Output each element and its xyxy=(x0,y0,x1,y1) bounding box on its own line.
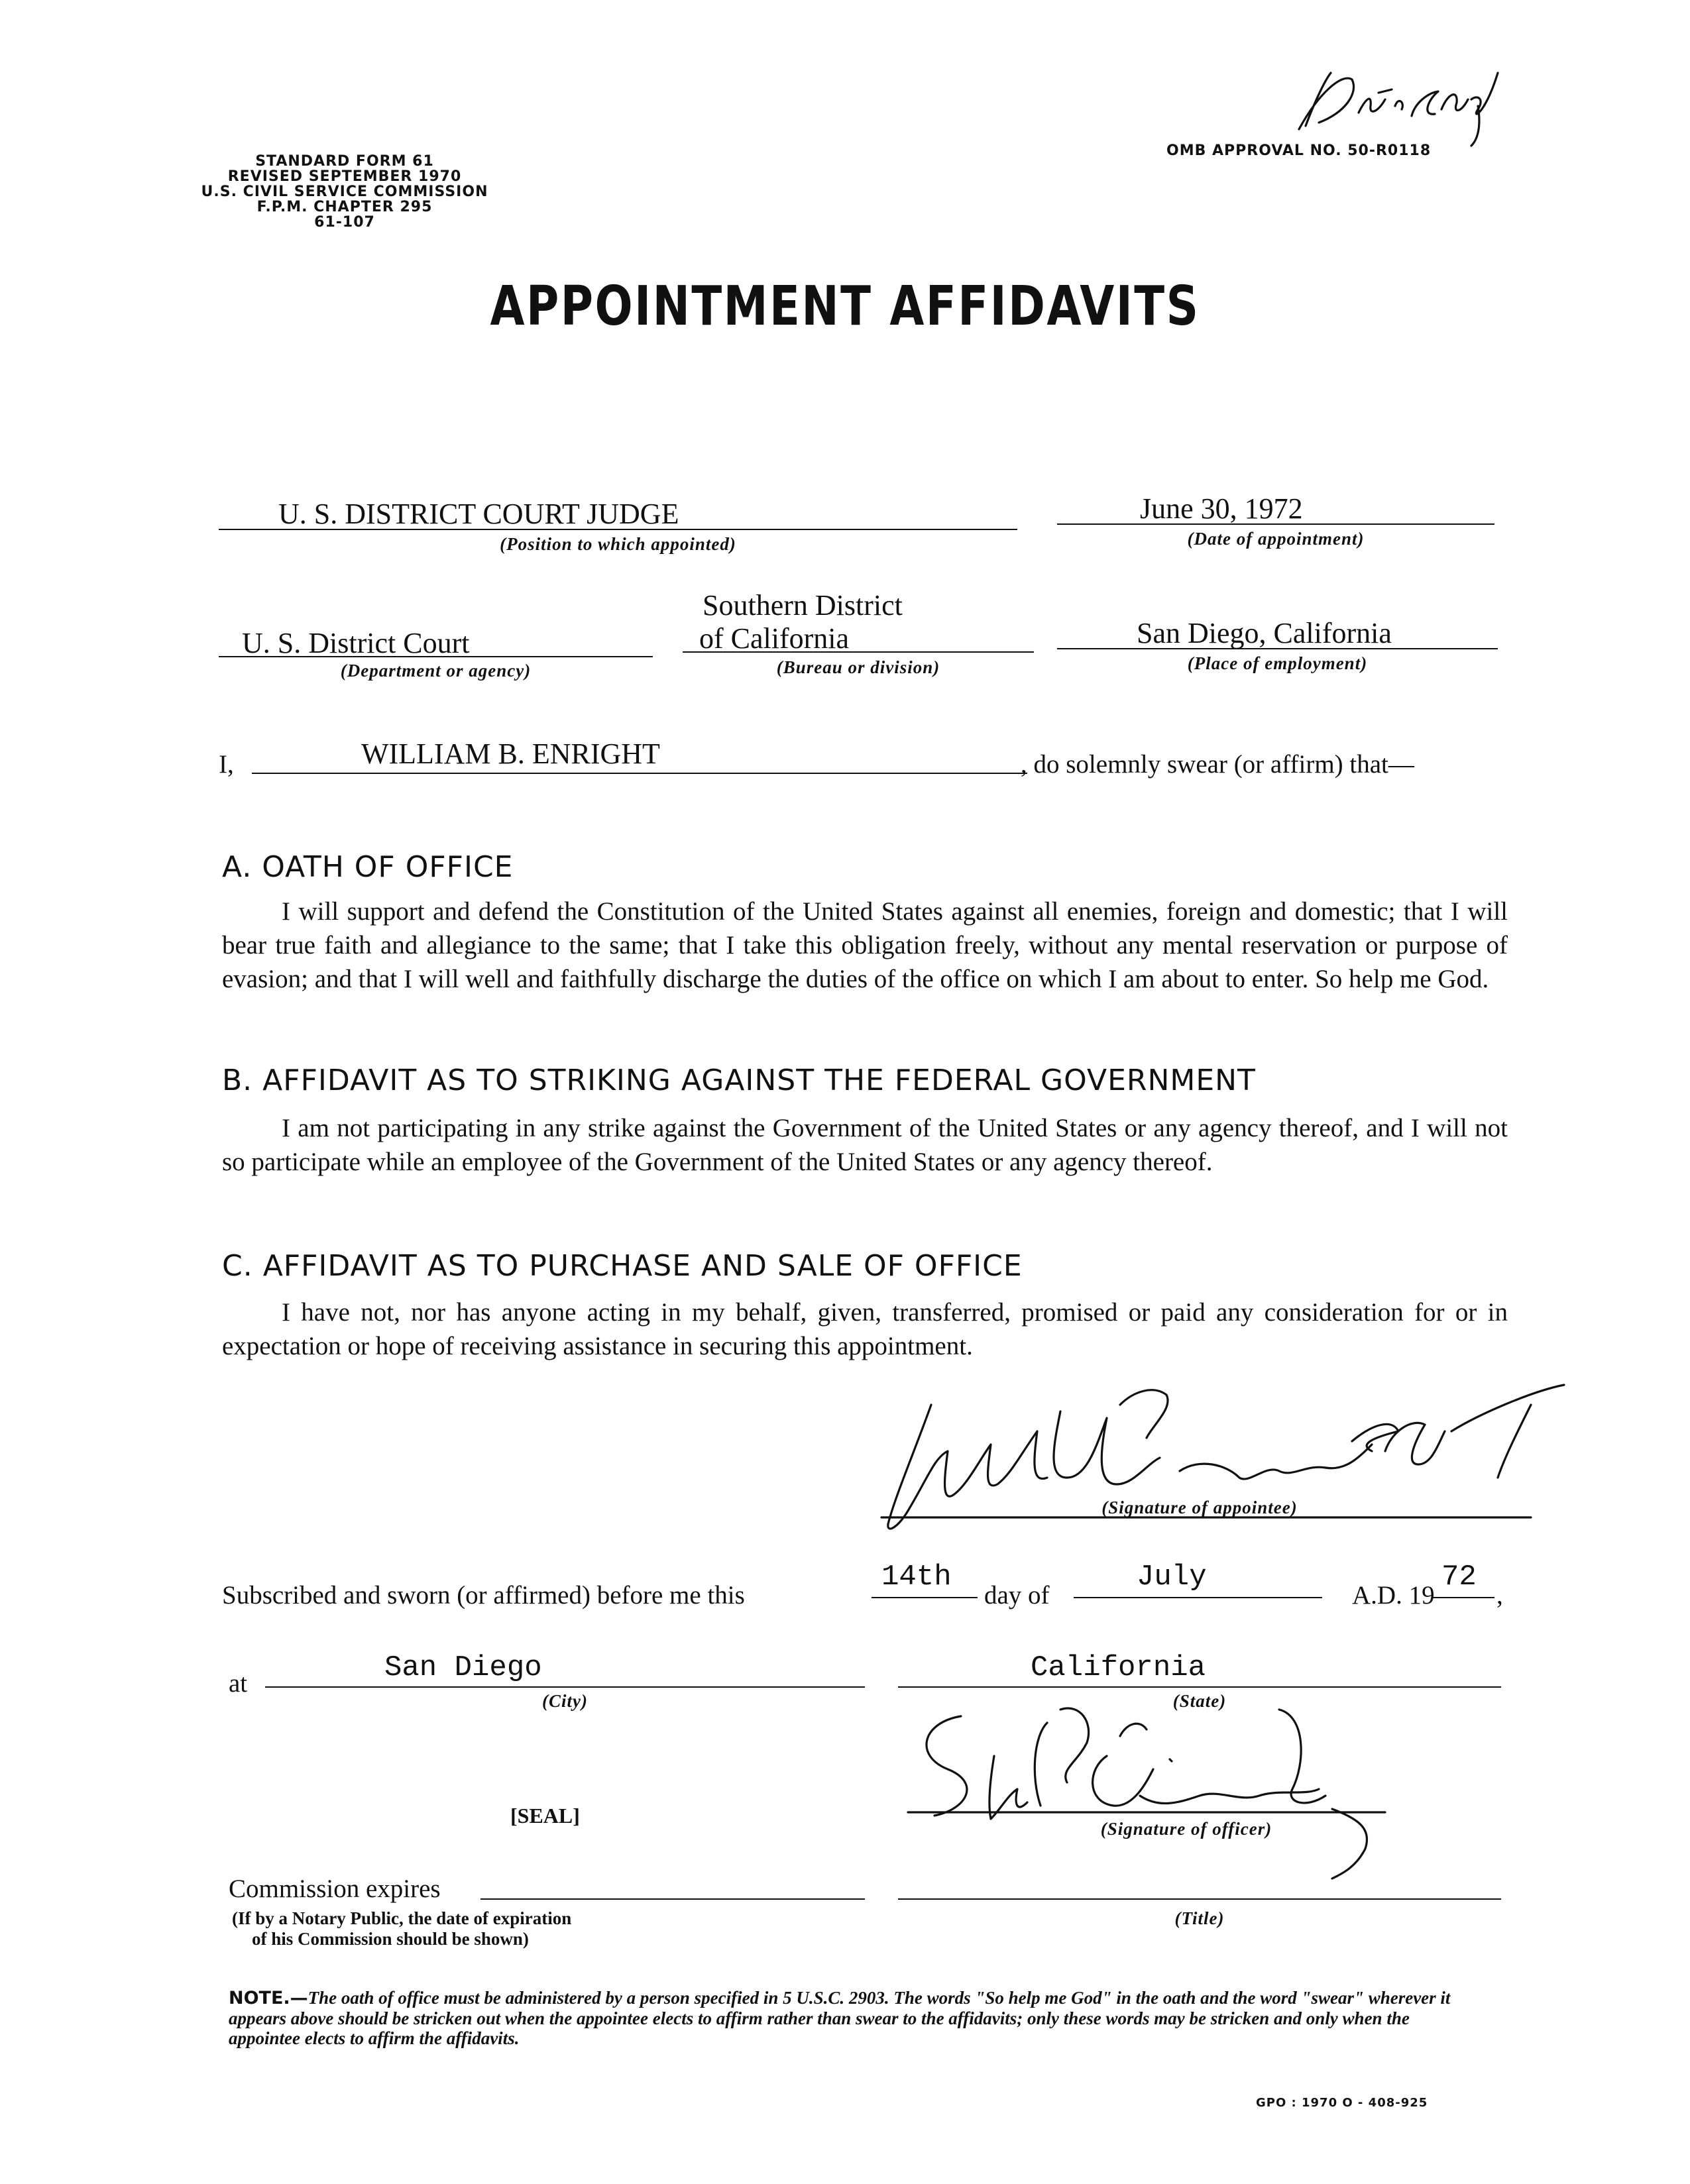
position-caption: (Position to which appointed) xyxy=(500,534,736,554)
subscribed-day-of: day of xyxy=(984,1581,1050,1610)
subscribed-month: July xyxy=(1137,1560,1207,1594)
officer-title-line xyxy=(898,1898,1501,1900)
date-value: June 30, 1972 xyxy=(1140,492,1303,525)
handwritten-copy-note xyxy=(1279,53,1524,152)
swear-suffix: , do solemnly swear (or affirm) that— xyxy=(1021,750,1414,779)
city-line xyxy=(265,1686,865,1688)
month-line xyxy=(1074,1597,1322,1598)
page-title: APPOINTMENT AFFIDAVITS xyxy=(490,275,1200,338)
section-c-text: I have not, nor has anyone acting in my behalf, given, transferred, promised or paid any consideration for or in expectation or hope of receiving assistance in securing this appointment. xyxy=(222,1298,1508,1360)
commission-label: Commission expires xyxy=(229,1875,441,1903)
section-a-text: I will support and defend the Constitution of the United States against all enemies, foreign and domestic; that I will bear true faith and allegiance to the same; that I take this obligation freely, without any mental reservation or purpose of evasion; and that I will well and faithfully discharge the duties of the office on which I am about to enter. So help me God. xyxy=(222,897,1508,993)
subscribed-prefix: Subscribed and sworn (or affirmed) before me this xyxy=(222,1581,745,1610)
subscribed-ad: A.D. 19 xyxy=(1352,1581,1435,1610)
form-line: REVISED SEPTEMBER 1970 xyxy=(227,168,462,185)
commission-line xyxy=(480,1898,865,1900)
state-caption: (State) xyxy=(1172,1691,1227,1711)
day-line xyxy=(872,1597,978,1598)
commission-note-line2: of his Commission should be shown) xyxy=(252,1929,529,1949)
appointee-name: WILLIAM B. ENRIGHT xyxy=(361,737,660,770)
year-line xyxy=(1432,1597,1494,1598)
note-text: The oath of office must be administered by a person specified in 5 U.S.C. 2903. The words "So help me God" in the oath and the word "swear" wherever it appears above should be stricken out when the appointee elects to affirm rather than swear to the affidavits; only these words may be stricken and only when the appointee elects to affirm the affidavits. xyxy=(229,1988,1451,2048)
form-line: STANDARD FORM 61 xyxy=(255,153,434,170)
seal-label: [SEAL] xyxy=(510,1804,580,1828)
state-value: California xyxy=(1031,1651,1206,1684)
state-line xyxy=(898,1686,1501,1688)
section-b-heading: B. AFFIDAVIT AS TO STRIKING AGAINST THE FEDERAL GOVERNMENT xyxy=(222,1064,1256,1097)
oath-note xyxy=(229,1988,1455,2048)
form-line: 61-107 xyxy=(314,214,375,231)
omb-approval: OMB APPROVAL NO. 50-R0118 xyxy=(1166,142,1432,159)
subscribed-day: 14th xyxy=(881,1560,952,1594)
bureau-caption: (Bureau or division) xyxy=(776,657,940,677)
subscribed-year: 72 xyxy=(1441,1560,1477,1594)
appointee-signature-caption: (Signature of appointee) xyxy=(1101,1498,1298,1517)
bureau-value-line2: of California xyxy=(699,622,850,655)
department-line xyxy=(219,656,653,657)
commission-note-line1: (If by a Notary Public, the date of expiration xyxy=(232,1908,572,1928)
appointee-signature xyxy=(868,1378,1584,1544)
officer-signature xyxy=(908,1696,1451,1895)
section-c-heading: C. AFFIDAVIT AS TO PURCHASE AND SALE OF OFFICE xyxy=(222,1249,1023,1283)
officer-signature-caption: (Signature of officer) xyxy=(1100,1819,1272,1839)
place-value: San Diego, California xyxy=(1137,617,1392,649)
date-line xyxy=(1057,523,1494,525)
department-caption: (Department or agency) xyxy=(340,661,532,681)
gpo-imprint: GPO : 1970 O - 408-925 xyxy=(1256,2096,1428,2110)
swear-prefix: I, xyxy=(219,750,234,779)
subscribed-end: , xyxy=(1496,1581,1503,1610)
place-line xyxy=(1057,648,1498,649)
department-value: U. S. District Court xyxy=(242,627,470,659)
bureau-line xyxy=(683,651,1034,653)
form-identification xyxy=(133,154,557,230)
form-line: U.S. CIVIL SERVICE COMMISSION xyxy=(201,184,488,200)
officer-title-caption: (Title) xyxy=(1174,1908,1225,1928)
at-label: at xyxy=(229,1669,248,1698)
city-value: San Diego xyxy=(384,1651,542,1684)
section-b-text: I am not participating in any strike against the Government of the United States or any agency thereof, and I will not so participate while an employee of the Government of the United States or any agency thereof. xyxy=(222,1114,1508,1176)
date-caption: (Date of appointment) xyxy=(1187,529,1365,549)
position-line xyxy=(219,529,1017,530)
place-caption: (Place of employment) xyxy=(1187,653,1368,673)
section-a-heading: A. OATH OF OFFICE xyxy=(222,850,514,884)
note-lead: NOTE.— xyxy=(229,1988,308,2008)
bureau-value-line1: Southern District xyxy=(703,589,903,622)
position-value: U. S. DISTRICT COURT JUDGE xyxy=(278,498,679,530)
form-line: F.P.M. CHAPTER 295 xyxy=(256,199,433,215)
city-caption: (City) xyxy=(542,1691,588,1711)
name-line xyxy=(252,773,1027,774)
